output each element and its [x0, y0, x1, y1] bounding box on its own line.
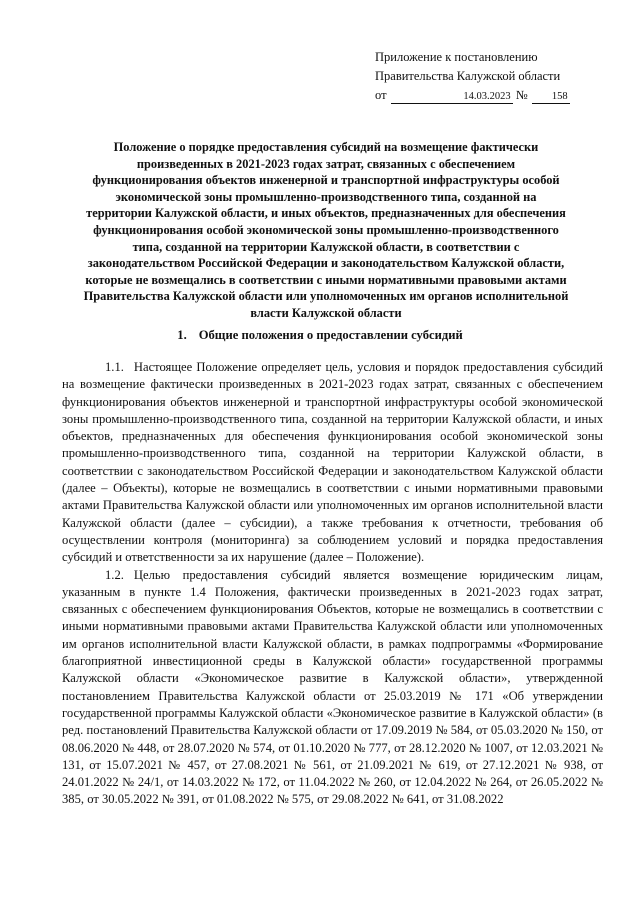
- paragraph-number: 1.2.: [105, 567, 124, 582]
- paragraph: [62, 359, 603, 567]
- body-text: [62, 359, 603, 809]
- document-title: Положение о порядке предоставления субсидий на возмещение фактически произведенных в 2021-2023 годах затрат, связанных с обеспечением функционирования объектов инженерной и транспортной инфраструктуры особой экономической зоны промышленно-производственного типа, созданной на территории Калужской области, и иных объектов, предназначенных для обеспечения функционирования особой экономической зоны промышленно-производственного типа, созданной на территории Калужской области, в соответствии с законодательством Российской Федерации и законодательством Калужской области, которые не возмещались в соответствии с иными нормативными правовыми актами Правительства Калужской области или уполномоченных им органов исполнительной власти Калужской области: [83, 140, 569, 320]
- number-value: 158: [532, 90, 570, 104]
- appendix-header: [375, 48, 625, 105]
- section-title: Общие положения о предоставлении субсидий: [198, 328, 463, 342]
- section-heading: [100, 327, 540, 344]
- appendix-line-1: Приложение к постановлению: [375, 50, 538, 64]
- number-sign: №: [515, 88, 528, 102]
- paragraph: [62, 567, 603, 809]
- section-number: 1.: [177, 328, 187, 342]
- appendix-line-2: Правительства Калужской области: [375, 69, 561, 83]
- paragraph-text: Целью предоставления субсидий является возмещение юридическим лицам, указанным в пункте 1.4 Положения, фактически произведенных в 2021-2023 годах затрат, связанных с обеспечением функционирования Объектов, которые не возмещались в соответствии с иными нормативными правовыми актами Правительства Калужской области или уполномоченных им органов исполнительной власти Калужской области, в рамках подпрограммы «Формирование благоприятной инвестиционной среды в Калужской области» государственной программы Калужской области «Экономическое развитие в Калужской области», утвержденной постановлением Правительства Калужской области от 25.03.2019 № 171 «Об утверждении государственной программы Калужской области «Экономическое развитие в Калужской области» (в ред. постановлений Правительства Калужской области от 17.09.2019 № 584, от 05.03.2020 № 150, от 08.06.2020 № 448, от 28.07.2020 № 574, от 01.10.2020 № 777, от 28.12.2020 № 1007, от 12.03.2021 № 131, от 15.07.2021 № 457, от 27.08.2021 № 561, от 21.09.2021 № 619, от 27.12.2021 № 938, от 24.01.2022 № 24/1, от 14.03.2022 № 172, от 11.04.2022 № 260, от 12.04.2022 № 264, от 26.05.2022 № 385, от 30.05.2022 № 391, от 01.08.2022 № 575, от 29.08.2022 № 641, от 31.08.2022: [62, 567, 603, 807]
- paragraph-number: 1.1.: [105, 360, 124, 374]
- date-value: 14.03.2023: [391, 90, 513, 104]
- date-prefix: от: [375, 88, 387, 102]
- appendix-date-line: [375, 86, 625, 105]
- paragraph-text: Настоящее Положение определяет цель, условия и порядок предоставления субсидий на возмещение фактически произведенных в 2021-2023 годах затрат, связанных с обеспечением функционирования объектов инженерной и транспортной инфраструктуры особой экономической зоны промышленно-производственного типа, созданной на территории Калужской области, и иных объектов, предназначенных для обеспечения функционирования особой экономической зоны промышленно-производственного типа, созданной на территории Калужской области, в соответствии с законодательством Российской Федерации и законодательством Калужской области (далее – Объекты), которые не возмещались в соответствии с иными нормативными правовыми актами Правительства Калужской области или уполномоченных им органов исполнительной власти Калужской области (далее – субсидии), а также требования к отчетности, требования об осуществлении контроля (мониторинга) за соблюдением условий и порядка предоставления субсидий и ответственности за их нарушение (далее – Положение).: [62, 360, 603, 565]
